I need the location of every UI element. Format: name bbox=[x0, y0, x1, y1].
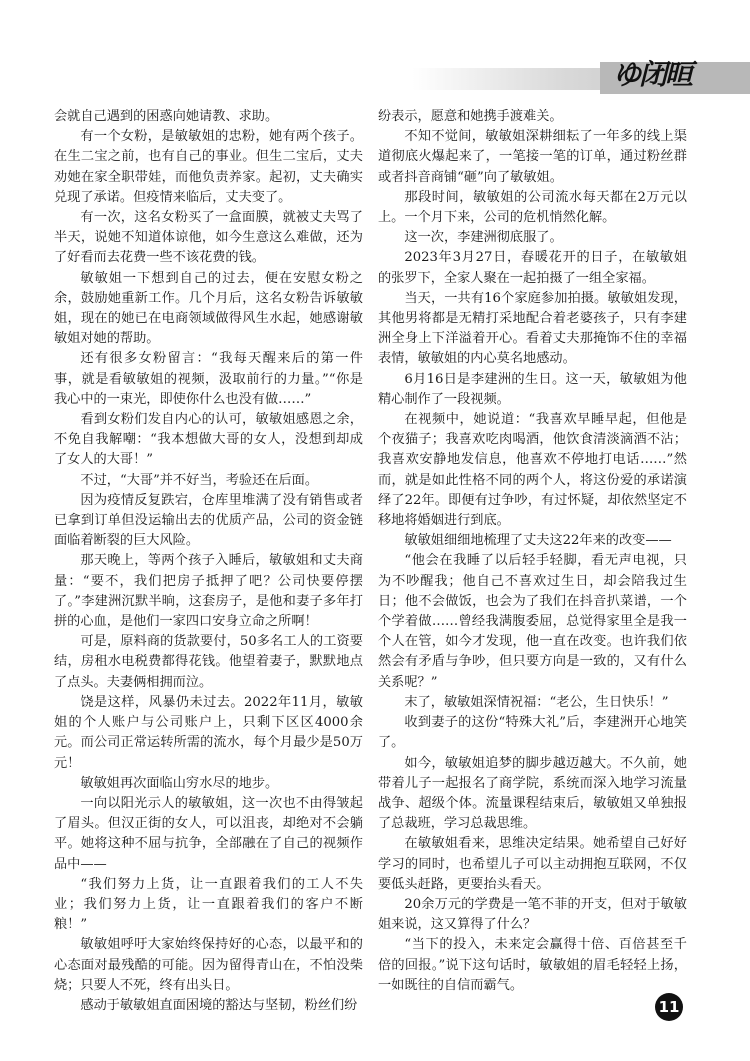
paragraph: 感动于敏敏姐直面困境的豁达与坚韧，粉丝们纷 bbox=[80, 997, 358, 1013]
paragraph: 不知不觉间，敏敏姐深耕细耘了一年多的线上渠道彻底火爆起来了，一笔接一笔的订单，通过粉丝群或者抖音商铺“砸”向了敏敏姐。 bbox=[378, 129, 687, 185]
paragraph: 饶是这样，风暴仍未过去。2022年11月，敏敏姐的个人账户与公司账户上，只剩下区区4000余元。而公司正常运转所需的流水，每个月最少是50万元！ bbox=[54, 694, 363, 771]
paragraph: 那段时间，敏敏姐的公司流水每天都在2万元以上。一个月下来，公司的危机悄然化解。 bbox=[378, 189, 687, 226]
paragraph: 当天，一共有16个家庭参加拍摄。敏敏姐发现，其他男将都是无精打采地配合着老婆孩子，只有李建洲全身上下洋溢着开心。看着丈夫那掩饰不住的幸福表情，敏敏姐的内心莫名地感动。 bbox=[378, 290, 687, 367]
paragraph: 那天晚上，等两个孩子入睡后，敏敏姐和丈夫商量：“要不，我们把房子抵押了吧？公司快要停摆了。”李建洲沉默半晌，这套房子，是他和妻子多年打拼的心血，是他们一家四口安身立命之所啊！ bbox=[54, 553, 363, 630]
paragraph: 在视频中，她说道：“我喜欢早睡早起，但他是个夜猫子；我喜欢吃肉喝酒，他饮食清淡滴酒不沾；我喜欢安静地发信息，他喜欢不停地打电话……”然而，就是如此性格不同的两个人，将这份爱的承诺演绎了22年。即便有过争吵，有过怀疑，却依然坚定不移地将婚姻进行到底。 bbox=[378, 412, 687, 529]
paragraph: “我们努力上货，让一直跟着我们的工人不失业；我们努力上货，让一直跟着我们的客户不断粮！” bbox=[54, 876, 363, 933]
paragraph: 20余万元的学费是一笔不菲的开支，但对于敏敏姐来说，这又算得了什么？ bbox=[378, 896, 687, 933]
paragraph: 敏敏姐再次面临山穷水尽的地步。 bbox=[80, 775, 279, 791]
paragraph: 2023年3月27日，春暖花开的日子，在敏敏姐的张罗下，全家人聚在一起拍摄了一组全家福。 bbox=[378, 250, 687, 286]
paragraph: 还有很多女粉留言：“我每天醒来后的第一件事，就是看敏敏姐的视频，汲取前行的力量。”“你是我心中的一束光，即使你什么也没有做……” bbox=[54, 351, 363, 407]
paragraph: 可是，原料商的货款要付，50多名工人的工资要结，房租水电税费都得花钱。他望着妻子，默默地点了点头。夫妻俩相拥而泣。 bbox=[54, 634, 363, 690]
paragraph: 有一个女粉，是敏敏姐的忠粉，她有两个孩子。在生二宝之前，也有自己的事业。但生二宝后，丈夫劝她在家全职带娃，而他负责养家。起初，丈夫确实兑现了承诺。但疫情来临后，丈夫变了。 bbox=[54, 129, 363, 205]
paragraph: 敏敏姐一下想到自己的过去，便在安慰女粉之余，鼓励她重新工作。几个月后，这名女粉告诉敏敏姐，现在的她已在电商领域做得风生水起，她感谢敏敏姐对她的帮助。 bbox=[54, 270, 363, 347]
paragraph: 在敏敏姐看来，思维决定结果。她希望自己好好学习的同时，也希望儿子可以主动拥抱互联网，不仅要低头赶路，更要抬头看天。 bbox=[378, 836, 687, 892]
paragraph: 敏敏姐细细地梳理了丈夫这22年来的改变—— bbox=[404, 533, 672, 549]
section-logo: ゆ闭晅 bbox=[613, 58, 692, 91]
paragraph: 纷表示，愿意和她携手渡难关。 bbox=[378, 109, 563, 124]
paragraph: 末了，敏敏姐深情祝福：“老公，生日快乐！” bbox=[404, 694, 669, 710]
left-column bbox=[54, 107, 363, 1016]
paragraph: 看到女粉们发自内心的认可，敏敏姐感恩之余，不免自我解嘲：“我本想做大哥的女人，没想到却成了女人的大哥！” bbox=[54, 412, 363, 468]
right-column bbox=[378, 107, 687, 996]
paragraph: 因为疫情反复跌宕，仓库里堆满了没有销售或者已拿到订单但没运输出去的优质产品，公司的资金链面临着断裂的巨大风险。 bbox=[54, 492, 363, 549]
paragraph: 6月16日是李建洲的生日。这一天，敏敏姐为他精心制作了一段视频。 bbox=[378, 371, 687, 407]
paragraph: “当下的投入，未来定会赢得十倍、百倍甚至千倍的回报。”说下这句话时，敏敏姐的眉毛轻轻上扬，一如既往的自信而霸气。 bbox=[378, 937, 687, 993]
paragraph: 会就自己遇到的困惑向她请教、求助。 bbox=[54, 109, 279, 124]
page-number: 11 bbox=[655, 993, 683, 1021]
paragraph: 有一次，这名女粉买了一盒面膜，就被丈夫骂了半天，说她不知道体谅他，如今生意这么难做，还为了好看而去花费一些不该花费的钱。 bbox=[54, 210, 363, 266]
paragraph: 敏敏姐呼吁大家始终保持好的心态，以最平和的心态面对最残酷的可能。因为留得青山在，不怕没柴烧；只要人不死，终有出头日。 bbox=[54, 937, 363, 993]
paragraph: 一向以阳光示人的敏敏姐，这一次也不由得皱起了眉头。但汉正街的女人，可以沮丧，却绝对不会躺平。她将这种不屈与抗争，全部融在了自己的视频作品中—— bbox=[54, 795, 363, 872]
paragraph: “他会在我睡了以后轻手轻脚，看无声电视，只为不吵醒我；他自己不喜欢过生日，却会陪我过生日；他不会做饭，也会为了我们在抖音扒菜谱，一个个学着做……曾经我满腹委屈，总觉得家里全是我一个人在管，如今才发现，他一直在改变。也许我们依然会有矛盾与争吵，但只要方向是一致的，又有什么关系呢？” bbox=[378, 553, 687, 690]
paragraph: 如今，敏敏姐追梦的脚步越迈越大。不久前，她带着儿子一起报名了商学院，系统而深入地学习流量战争、超级个体。流量课程结束后，敏敏姐又单独报了总裁班，学习总裁思维。 bbox=[378, 755, 687, 832]
paragraph: 不过，“大哥”并不好当，考验还在后面。 bbox=[80, 472, 319, 488]
paragraph: 这一次，李建洲彻底服了。 bbox=[404, 230, 563, 246]
paragraph: 收到妻子的这份“特殊大礼”后，李建洲开心地笑了。 bbox=[378, 715, 687, 751]
